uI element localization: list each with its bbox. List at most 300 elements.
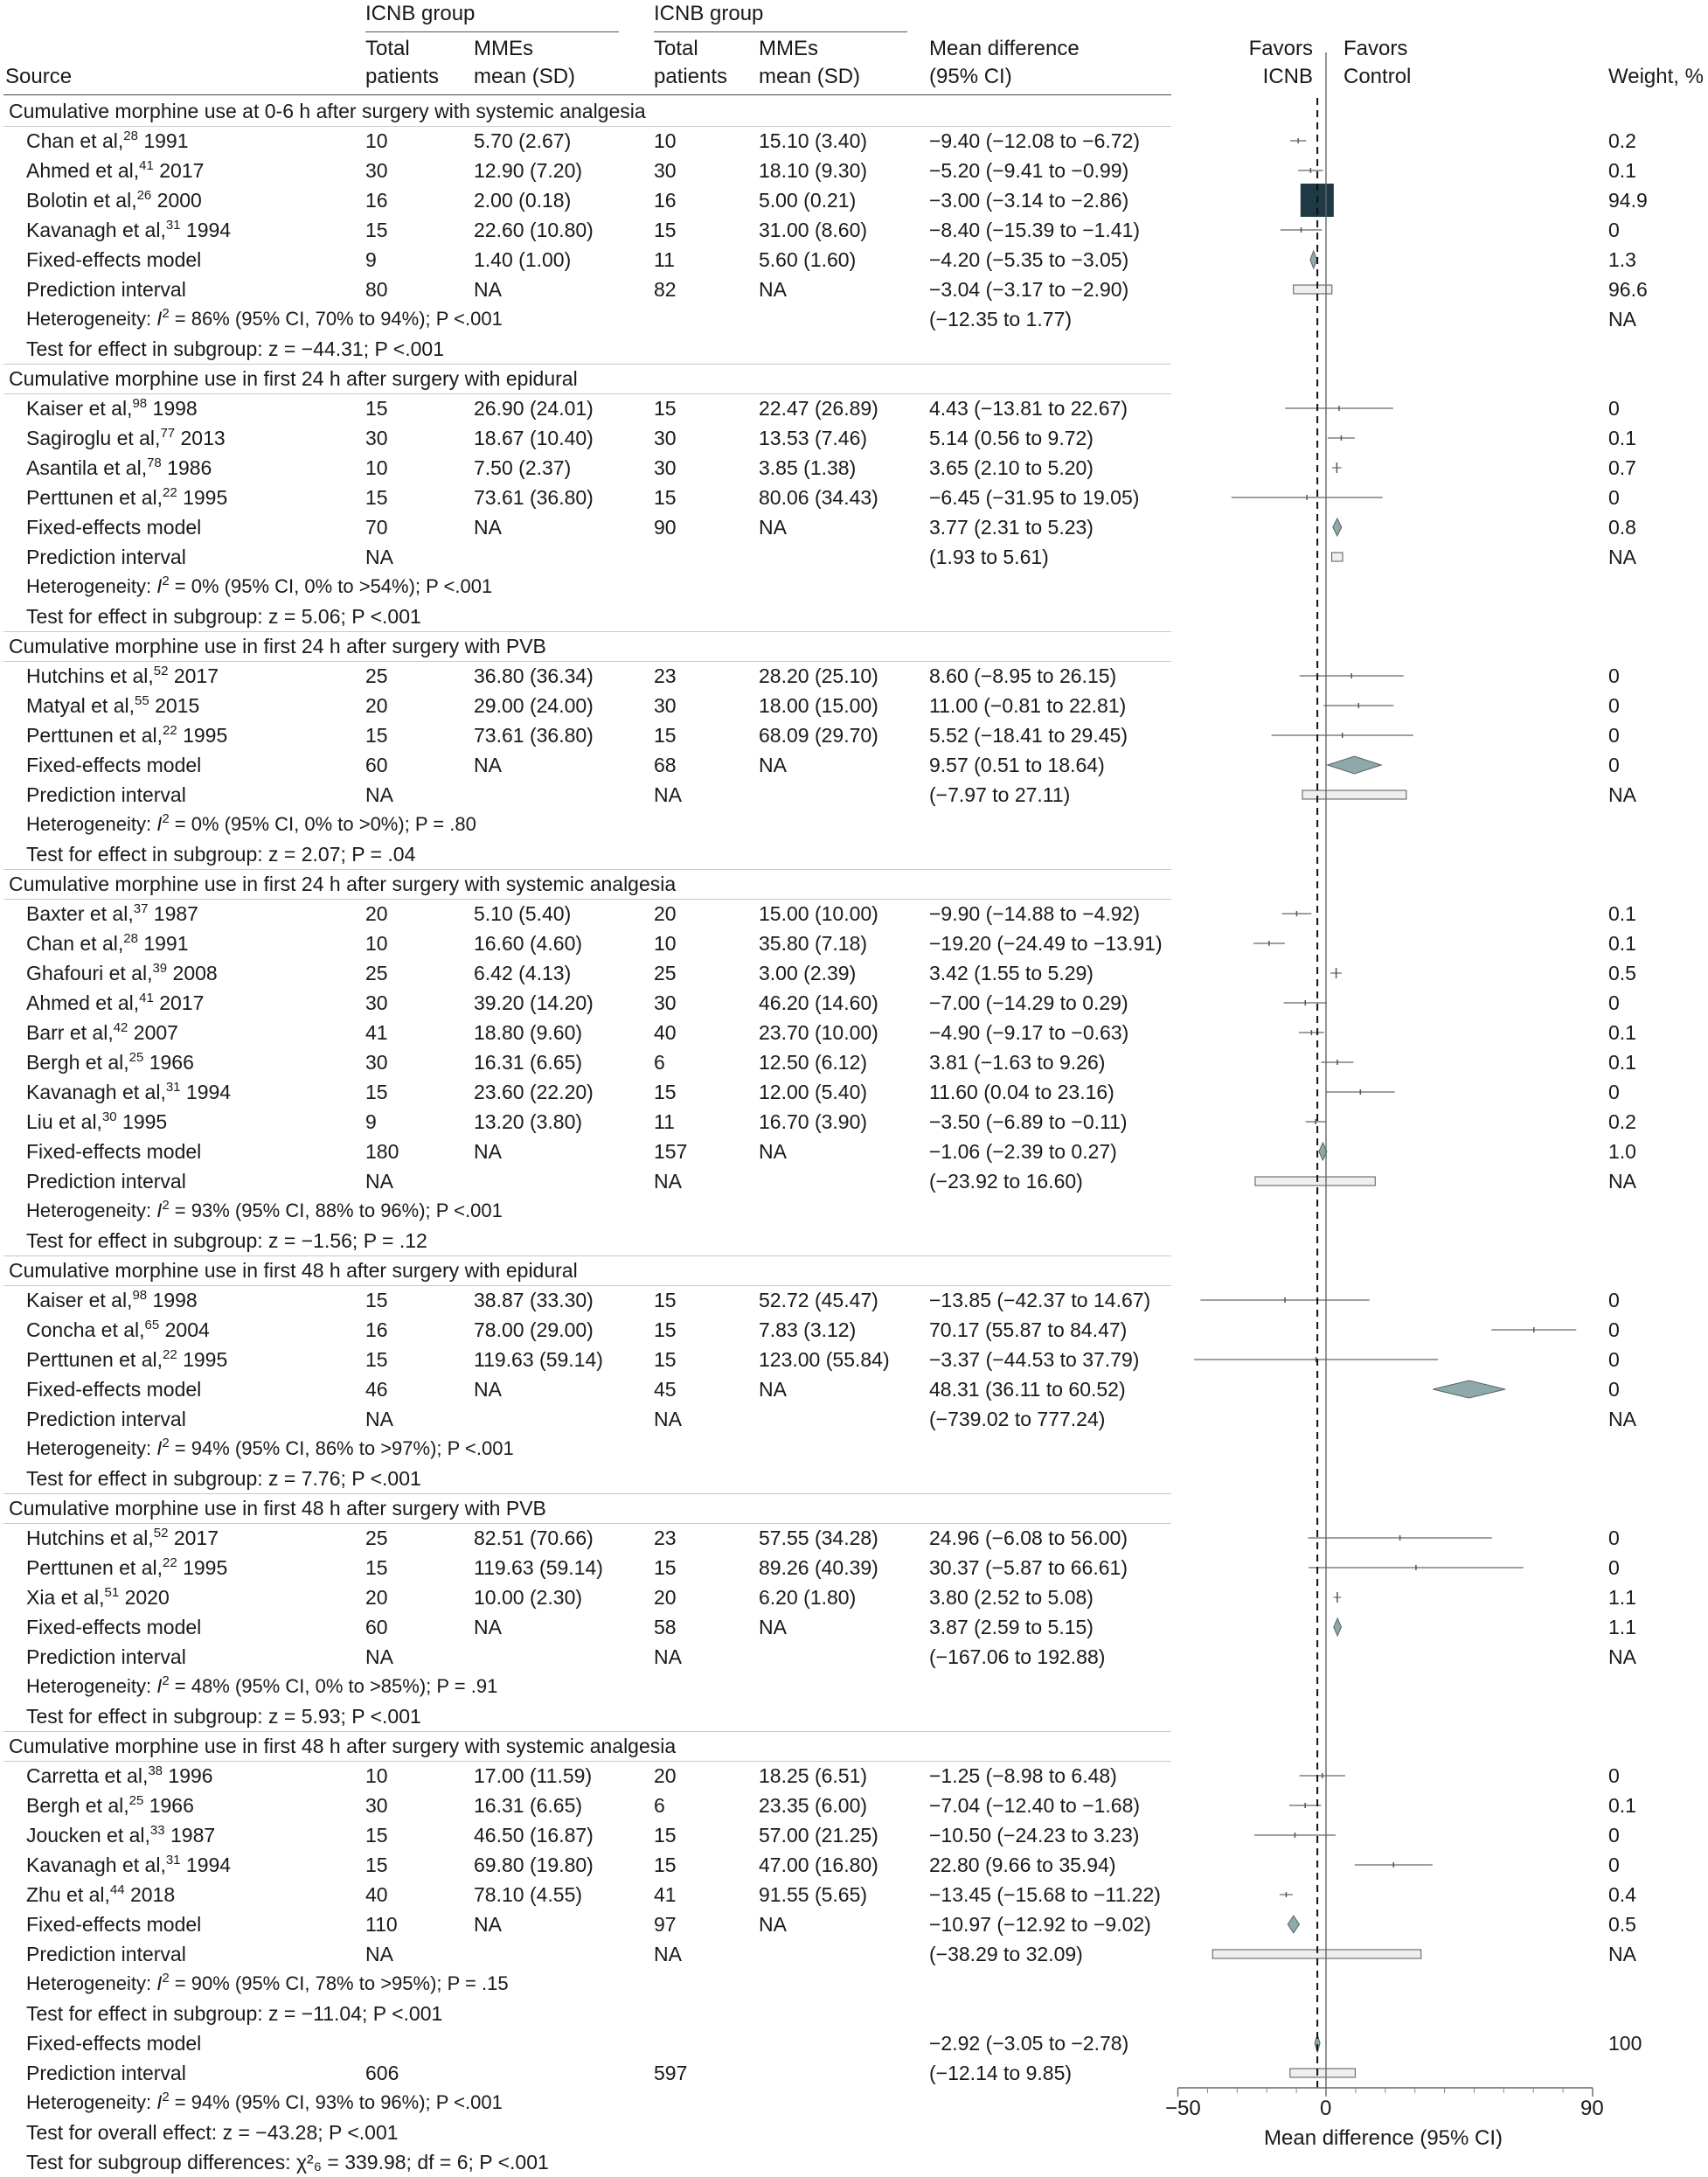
header-mmes-2: MMEs mean (SD) [759, 37, 861, 88]
prediction-label: Prediction interval [26, 1408, 186, 1430]
fixed-effects-label: Fixed-effects model [26, 754, 202, 776]
study-name: Chan et al,$^{28}$ 1991 [26, 129, 189, 152]
cell-n1: 25 [365, 962, 388, 984]
fixed-effects-label: Fixed-effects model [26, 1140, 202, 1163]
cell-md: 70.17 (55.87 to 84.47) [929, 1318, 1128, 1341]
study-name: Concha et al,$^{65}$ 2004 [26, 1318, 210, 1341]
cell-w: 0 [1608, 724, 1620, 747]
study-name: Bolotin et al,$^{26}$ 2000 [26, 188, 202, 212]
cell-m2: 28.20 (25.10) [759, 664, 878, 687]
cell-m1: 119.63 (59.14) [474, 1556, 603, 1579]
cell-w: 0.2 [1608, 1110, 1636, 1133]
cell-n1: 46 [365, 1378, 388, 1401]
cell-m2: 18.10 (9.30) [759, 159, 868, 182]
cell-n1: 10 [365, 1764, 388, 1787]
cell-n2: 6 [654, 1051, 665, 1074]
cell-m2: 46.20 (14.60) [759, 991, 878, 1014]
prediction-label: Prediction interval [26, 278, 186, 301]
cell-n1: 25 [365, 1527, 388, 1549]
subgroup-label: Cumulative morphine use in first 48 h after surgery with PVB [9, 1497, 546, 1520]
cell-md: −13.85 (−42.37 to 14.67) [929, 1289, 1151, 1311]
cell-m1: 16.31 (6.65) [474, 1794, 583, 1817]
cell-w: 0 [1608, 694, 1620, 717]
prediction-bar [1255, 1177, 1375, 1186]
cell-n2: NA [654, 1408, 682, 1430]
study-name: Matyal et al,$^{55}$ 2015 [26, 693, 200, 717]
cell-m1: 36.80 (36.34) [474, 664, 594, 687]
cell-w: 0 [1608, 397, 1620, 420]
subgroup-label: Cumulative morphine use in first 48 h after surgery with systemic analgesia [9, 1735, 677, 1757]
cell-n2: 15 [654, 1824, 677, 1847]
cell-m2: 18.00 (15.00) [759, 694, 878, 717]
cell-m1: 73.61 (36.80) [474, 724, 594, 747]
cell-n2: NA [654, 783, 682, 806]
cell-m2: NA [759, 516, 787, 539]
cell-n1: 15 [365, 1824, 388, 1847]
study-name: Ahmed et al,$^{41}$ 2017 [26, 158, 205, 182]
cell-md: −9.40 (−12.08 to −6.72) [929, 129, 1141, 152]
header-mmes-1: MMEs mean (SD) [474, 37, 576, 88]
cell-m1: 2.00 (0.18) [474, 189, 572, 212]
cell-w: 100 [1608, 2032, 1642, 2055]
cell-md: −3.00 (−3.14 to −2.86) [929, 189, 1129, 212]
cell-w: 0 [1608, 1081, 1620, 1103]
cell-m1: 13.20 (3.80) [474, 1110, 583, 1133]
cell-w: 94.9 [1608, 189, 1648, 212]
prediction-label: Prediction interval [26, 1170, 186, 1193]
cell-m2: 15.10 (3.40) [759, 129, 868, 152]
cell-n2: 30 [654, 159, 677, 182]
cell-w: 0 [1608, 1527, 1620, 1549]
cell-n1: 30 [365, 159, 388, 182]
cell-n1: 110 [365, 1913, 398, 1936]
subgroup-label: Cumulative morphine use in first 24 h after surgery with PVB [9, 635, 546, 657]
cell-n2: 16 [654, 189, 677, 212]
pooled-diamond [1433, 1381, 1505, 1398]
cell-n1: 30 [365, 1051, 388, 1074]
cell-n2: NA [654, 1943, 682, 1965]
subgroup-label: Cumulative morphine use in first 48 h after surgery with epidural [9, 1259, 578, 1282]
study-name: Chan et al,$^{28}$ 1991 [26, 931, 189, 955]
study-name: Hutchins et al,$^{52}$ 2017 [26, 1526, 219, 1549]
cell-m1: 119.63 (59.14) [474, 1348, 603, 1371]
study-name: Kaiser et al,$^{98}$ 1998 [26, 396, 198, 420]
cell-n1: 30 [365, 991, 388, 1014]
cell-md: −10.97 (−12.92 to −9.02) [929, 1913, 1151, 1936]
cell-md: 3.65 (2.10 to 5.20) [929, 456, 1094, 479]
study-name: Kavanagh et al,$^{31}$ 1994 [26, 1853, 232, 1876]
cell-m2: 12.50 (6.12) [759, 1051, 868, 1074]
study-name: Perttunen et al,$^{22}$ 1995 [26, 1347, 228, 1371]
cell-w: 0.1 [1608, 1021, 1636, 1044]
cell-m1: 38.87 (33.30) [474, 1289, 594, 1311]
axis-tick-label-0: 0 [1320, 2097, 1332, 2120]
cell-m1: NA [474, 754, 502, 776]
cell-n1: 41 [365, 1021, 388, 1044]
cell-w: 0.2 [1608, 129, 1636, 152]
cell-n1: 20 [365, 1586, 388, 1609]
cell-m2: 18.25 (6.51) [759, 1764, 868, 1787]
cell-md: −1.06 (−2.39 to 0.27) [929, 1140, 1117, 1163]
cell-m2: 52.72 (45.47) [759, 1289, 878, 1311]
cell-m2: NA [759, 1378, 787, 1401]
cell-md: 3.80 (2.52 to 5.08) [929, 1586, 1094, 1609]
header-favors-control: Favors Control [1343, 37, 1412, 88]
cell-n2: 20 [654, 1764, 677, 1787]
cell-n1: 15 [365, 1854, 388, 1876]
study-name: Xia et al,$^{51}$ 2020 [26, 1585, 170, 1609]
cell-m1: 16.60 (4.60) [474, 932, 583, 955]
cell-md: (1.93 to 5.61) [929, 546, 1049, 568]
cell-m1: NA [474, 516, 502, 539]
cell-w: 0.1 [1608, 427, 1636, 449]
fixed-effects-label: Fixed-effects model [26, 1913, 202, 1936]
test-text: Test for subgroup differences: χ²₆ = 339.98; df = 6; P <.001 [26, 2151, 549, 2174]
heterogeneity-text: Heterogeneity: $I^2 = 94\%$ (95% CI, 86% to >97%); P <.001 [26, 1436, 514, 1459]
cell-n2: 6 [654, 1794, 665, 1817]
cell-n2: 15 [654, 1289, 677, 1311]
cell-md: −3.04 (−3.17 to −2.90) [929, 278, 1129, 301]
subgroup-label: Cumulative morphine use at 0-6 h after surgery with systemic analgesia [9, 100, 646, 122]
cell-w: 0 [1608, 1289, 1620, 1311]
cell-n1: NA [365, 1170, 393, 1193]
cell-md: 5.52 (−18.41 to 29.45) [929, 724, 1128, 747]
cell-md: −3.50 (−6.89 to −0.11) [929, 1110, 1128, 1133]
cell-m1: 39.20 (14.20) [474, 991, 594, 1014]
cell-n1: NA [365, 1943, 393, 1965]
cell-m1: 6.42 (4.13) [474, 962, 572, 984]
cell-w: 0 [1608, 1348, 1620, 1371]
cell-w: 0.5 [1608, 962, 1636, 984]
study-name: Perttunen et al,$^{22}$ 1995 [26, 1555, 228, 1579]
cell-w: NA [1608, 1645, 1636, 1668]
cell-md: 24.96 (−6.08 to 56.00) [929, 1527, 1128, 1549]
cell-md: 4.43 (−13.81 to 22.67) [929, 397, 1128, 420]
cell-m1: NA [474, 1378, 502, 1401]
cell-n1: 30 [365, 1794, 388, 1817]
cell-n1: 15 [365, 1289, 388, 1311]
cell-w: NA [1608, 546, 1636, 568]
cell-w: NA [1608, 783, 1636, 806]
cell-n1: NA [365, 783, 393, 806]
cell-md: −6.45 (−31.95 to 19.05) [929, 486, 1140, 509]
cell-n2: 23 [654, 1527, 677, 1549]
cell-n2: NA [654, 1645, 682, 1668]
cell-w: 0.5 [1608, 1913, 1636, 1936]
cell-n1: 60 [365, 1616, 388, 1638]
cell-n2: 20 [654, 1586, 677, 1609]
cell-md: −13.45 (−15.68 to −11.22) [929, 1883, 1161, 1906]
prediction-label: Prediction interval [26, 1645, 186, 1668]
cell-w: 0.7 [1608, 456, 1636, 479]
cell-n2: 157 [654, 1140, 688, 1163]
heterogeneity-text: Heterogeneity: $I^2 = 93\%$ (95% CI, 88% to 96%); P <.001 [26, 1198, 503, 1221]
cell-md: 3.77 (2.31 to 5.23) [929, 516, 1094, 539]
cell-n1: 180 [365, 1140, 399, 1163]
prediction-label: Prediction interval [26, 2062, 186, 2084]
cell-m1: 69.80 (19.80) [474, 1854, 594, 1876]
cell-n2: 15 [654, 1348, 677, 1371]
cell-md: −4.20 (−5.35 to −3.05) [929, 248, 1129, 271]
cell-w: 0 [1608, 1318, 1620, 1341]
study-name: Baxter et al,$^{37}$ 1987 [26, 901, 198, 925]
cell-n1: 10 [365, 932, 388, 955]
cell-md: 22.80 (9.66 to 35.94) [929, 1854, 1116, 1876]
cell-n1: 10 [365, 456, 388, 479]
cell-n2: 20 [654, 902, 677, 925]
test-text: Test for overall effect: z = −43.28; P <.001 [26, 2121, 399, 2144]
cell-m2: 80.06 (34.43) [759, 486, 878, 509]
cell-w: 0 [1608, 486, 1620, 509]
cell-n2: 90 [654, 516, 677, 539]
cell-w: 0 [1608, 664, 1620, 687]
cell-md: −5.20 (−9.41 to −0.99) [929, 159, 1129, 182]
test-text: Test for effect in subgroup: z = −1.56; P = .12 [26, 1229, 427, 1252]
cell-w: 96.6 [1608, 278, 1648, 301]
heterogeneity-text: Heterogeneity: $I^2 = 94\%$ (95% CI, 93% to 96%); P <.001 [26, 2090, 503, 2113]
cell-n2: 10 [654, 932, 677, 955]
test-text: Test for effect in subgroup: z = 5.93; P <.001 [26, 1705, 421, 1728]
cell-md: −8.40 (−15.39 to −1.41) [929, 219, 1141, 241]
cell-m1: NA [474, 1140, 502, 1163]
cell-n2: 97 [654, 1913, 677, 1936]
cell-md: 9.57 (0.51 to 18.64) [929, 754, 1105, 776]
cell-n1: 9 [365, 1110, 377, 1133]
study-name: Barr et al,$^{42}$ 2007 [26, 1020, 178, 1044]
study-name: Liu et al,$^{30}$ 1995 [26, 1109, 168, 1133]
cell-m2: 6.20 (1.80) [759, 1586, 857, 1609]
cell-m1: 16.31 (6.65) [474, 1051, 583, 1074]
study-name: Hutchins et al,$^{52}$ 2017 [26, 664, 219, 687]
cell-m1: 5.70 (2.67) [474, 129, 572, 152]
header-total-1: Total patients [365, 37, 440, 88]
cell-md: 8.60 (−8.95 to 26.15) [929, 664, 1117, 687]
fixed-effects-label: Fixed-effects model [26, 2032, 202, 2055]
cell-m1: 10.00 (2.30) [474, 1586, 583, 1609]
x-axis-label: Mean difference (95% CI) [1264, 2126, 1503, 2150]
study-name: Perttunen et al,$^{22}$ 1995 [26, 485, 228, 509]
study-name: Ghafouri et al,$^{39}$ 2008 [26, 961, 218, 984]
cell-m1: 12.90 (7.20) [474, 159, 583, 182]
cell-n2: 23 [654, 664, 677, 687]
heterogeneity-text: Heterogeneity: $I^2 = 0\%$ (95% CI, 0% to >0%); P = .80 [26, 811, 476, 835]
cell-md: 11.60 (0.04 to 23.16) [929, 1081, 1114, 1103]
cell-n1: 15 [365, 1348, 388, 1371]
cell-n1: NA [365, 546, 393, 568]
cell-n2: 45 [654, 1378, 677, 1401]
cell-m2: NA [759, 1913, 787, 1936]
heterogeneity-text: Heterogeneity: $I^2 = 86\%$ (95% CI, 70% to 94%); P <.001 [26, 306, 503, 330]
subgroup-label: Cumulative morphine use in first 24 h after surgery with systemic analgesia [9, 873, 677, 895]
cell-n1: 9 [365, 248, 377, 271]
cell-m1: 18.80 (9.60) [474, 1021, 583, 1044]
test-text: Test for effect in subgroup: z = 7.76; P <.001 [26, 1467, 421, 1490]
cell-w: 0.1 [1608, 1051, 1636, 1074]
cell-n1: 20 [365, 694, 388, 717]
cell-n2: 15 [654, 1854, 677, 1876]
cell-w: 0 [1608, 1556, 1620, 1579]
fixed-effects-label: Fixed-effects model [26, 248, 202, 271]
cell-w: 0 [1608, 219, 1620, 241]
cell-md: 11.00 (−0.81 to 22.81) [929, 694, 1127, 717]
prediction-label: Prediction interval [26, 1943, 186, 1965]
test-text: Test for effect in subgroup: z = −11.04; P <.001 [26, 2002, 443, 2025]
test-text: Test for effect in subgroup: z = 5.06; P <.001 [26, 605, 421, 628]
cell-m2: 16.70 (3.90) [759, 1110, 868, 1133]
fixed-effects-label: Fixed-effects model [26, 1378, 202, 1401]
cell-n2: 15 [654, 486, 677, 509]
pooled-diamond [1288, 1916, 1299, 1933]
cell-n1: 80 [365, 278, 388, 301]
cell-md: −7.04 (−12.40 to −1.68) [929, 1794, 1141, 1817]
cell-n1: 15 [365, 1556, 388, 1579]
cell-m2: NA [759, 754, 787, 776]
cell-md: −2.92 (−3.05 to −2.78) [929, 2032, 1129, 2055]
cell-n1: 20 [365, 902, 388, 925]
heterogeneity-text: Heterogeneity: $I^2 = 0\%$ (95% CI, 0% to >54%); P <.001 [26, 574, 493, 597]
cell-md: 3.42 (1.55 to 5.29) [929, 962, 1094, 984]
cell-md: (−167.06 to 192.88) [929, 1645, 1106, 1668]
cell-m2: 123.00 (55.84) [759, 1348, 890, 1371]
cell-n1: 40 [365, 1883, 388, 1906]
prediction-bar [1290, 2069, 1356, 2077]
study-name: Kavanagh et al,$^{31}$ 1994 [26, 218, 232, 241]
cell-m2: 23.70 (10.00) [759, 1021, 878, 1044]
cell-w: NA [1608, 1408, 1636, 1430]
cell-m1: 46.50 (16.87) [474, 1824, 594, 1847]
fixed-effects-label: Fixed-effects model [26, 516, 202, 539]
cell-n1: 16 [365, 1318, 388, 1341]
cell-m2: NA [759, 278, 787, 301]
cell-m1: 78.10 (4.55) [474, 1883, 583, 1906]
cell-md: −1.25 (−8.98 to 6.48) [929, 1764, 1117, 1787]
cell-w: NA [1608, 1943, 1636, 1965]
cell-m2: 91.55 (5.65) [759, 1883, 868, 1906]
cell-m2: 3.00 (2.39) [759, 962, 857, 984]
cell-w: 0 [1608, 991, 1620, 1014]
cell-m1: 23.60 (22.20) [474, 1081, 594, 1103]
cell-n1: NA [365, 1408, 393, 1430]
cell-n2: 11 [654, 1110, 675, 1133]
cell-m2: 57.55 (34.28) [759, 1527, 878, 1549]
cell-w: 1.1 [1608, 1586, 1636, 1609]
cell-md: (−12.35 to 1.77) [929, 308, 1073, 330]
cell-m1: 78.00 (29.00) [474, 1318, 594, 1341]
cell-md: 5.14 (0.56 to 9.72) [929, 427, 1094, 449]
prediction-label: Prediction interval [26, 783, 186, 806]
cell-n2: 11 [654, 248, 675, 271]
cell-md: (−12.14 to 9.85) [929, 2062, 1073, 2084]
cell-m2: 5.60 (1.60) [759, 248, 857, 271]
cell-n1: 15 [365, 397, 388, 420]
cell-n2: 40 [654, 1021, 677, 1044]
cell-m2: 31.00 (8.60) [759, 219, 868, 241]
cell-m1: 18.67 (10.40) [474, 427, 594, 449]
cell-m1: NA [474, 278, 502, 301]
cell-n2: NA [654, 1170, 682, 1193]
cell-m2: 7.83 (3.12) [759, 1318, 857, 1341]
cell-m2: NA [759, 1616, 787, 1638]
cell-n1: 70 [365, 516, 388, 539]
cell-m2: 47.00 (16.80) [759, 1854, 878, 1876]
test-text: Test for effect in subgroup: z = −44.31; P <.001 [26, 337, 445, 360]
study-name: Zhu et al,$^{44}$ 2018 [26, 1882, 176, 1906]
cell-m1: NA [474, 1616, 502, 1638]
cell-m2: 89.26 (40.39) [759, 1556, 878, 1579]
cell-m1: 1.40 (1.00) [474, 248, 572, 271]
cell-n2: 15 [654, 219, 677, 241]
fixed-effects-label: Fixed-effects model [26, 1616, 202, 1638]
cell-w: 0.1 [1608, 1794, 1636, 1817]
group-header-icnb-1: ICNB group [365, 2, 476, 25]
cell-n1: 10 [365, 129, 388, 152]
heterogeneity-text: Heterogeneity: $I^2 = 48\%$ (95% CI, 0% to >85%); P = .91 [26, 1673, 498, 1697]
cell-n2: 15 [654, 1318, 677, 1341]
cell-md: 3.81 (−1.63 to 9.26) [929, 1051, 1106, 1074]
cell-w: 0 [1608, 1378, 1620, 1401]
axis-tick-label-90: 90 [1580, 2097, 1604, 2120]
cell-md: −7.00 (−14.29 to 0.29) [929, 991, 1128, 1014]
cell-md: (−38.29 to 32.09) [929, 1943, 1083, 1965]
cell-m1: NA [474, 1913, 502, 1936]
cell-md: 30.37 (−5.87 to 66.61) [929, 1556, 1128, 1579]
cell-n2: 15 [654, 724, 677, 747]
cell-md: −10.50 (−24.23 to 3.23) [929, 1824, 1140, 1847]
header-weight: Weight, % [1608, 65, 1704, 88]
header-total-2: Total patients [654, 37, 728, 88]
cell-w: 0 [1608, 1854, 1620, 1876]
study-name: Bergh et al,$^{25}$ 1966 [26, 1793, 194, 1817]
cell-m1: 29.00 (24.00) [474, 694, 594, 717]
cell-w: 0.1 [1608, 902, 1636, 925]
study-name: Kaiser et al,$^{98}$ 1998 [26, 1288, 198, 1311]
cell-w: 0 [1608, 1824, 1620, 1847]
cell-m2: 68.09 (29.70) [759, 724, 878, 747]
study-name: Ahmed et al,$^{41}$ 2017 [26, 991, 205, 1014]
pooled-diamond [1328, 756, 1381, 774]
cell-n2: 68 [654, 754, 677, 776]
test-text: Test for effect in subgroup: z = 2.07; P = .04 [26, 843, 416, 866]
study-name: Asantila et al,$^{78}$ 1986 [26, 456, 212, 479]
cell-n1: 15 [365, 486, 388, 509]
cell-n1: 60 [365, 754, 388, 776]
cell-md: 3.87 (2.59 to 5.15) [929, 1616, 1094, 1638]
group-header-icnb-2: ICNB group [654, 2, 764, 25]
cell-n2: 58 [654, 1616, 677, 1638]
cell-n1: 606 [365, 2062, 399, 2084]
cell-n1: NA [365, 1645, 393, 1668]
cell-n2: 30 [654, 427, 677, 449]
pooled-diamond [1334, 1618, 1342, 1636]
cell-m1: 82.51 (70.66) [474, 1527, 594, 1549]
cell-w: 0.4 [1608, 1883, 1636, 1906]
heterogeneity-text: Heterogeneity: $I^2 = 90\%$ (95% CI, 78% to >95%); P = .15 [26, 1971, 509, 1994]
cell-n2: 15 [654, 1081, 677, 1103]
cell-md: −19.20 (−24.49 to −13.91) [929, 932, 1163, 955]
cell-md: −4.90 (−9.17 to −0.63) [929, 1021, 1129, 1044]
study-name: Sagiroglu et al,$^{77}$ 2013 [26, 426, 226, 449]
cell-m2: 12.00 (5.40) [759, 1081, 868, 1103]
cell-m2: 22.47 (26.89) [759, 397, 878, 420]
cell-w: 0.8 [1608, 516, 1636, 539]
cell-n1: 15 [365, 1081, 388, 1103]
cell-w: 1.1 [1608, 1616, 1636, 1638]
cell-w: 1.0 [1608, 1140, 1636, 1163]
cell-m2: 5.00 (0.21) [759, 189, 857, 212]
header-favors-icnb: Favors ICNB [1248, 37, 1313, 88]
cell-m2: 23.35 (6.00) [759, 1794, 868, 1817]
study-name: Kavanagh et al,$^{31}$ 1994 [26, 1080, 232, 1103]
